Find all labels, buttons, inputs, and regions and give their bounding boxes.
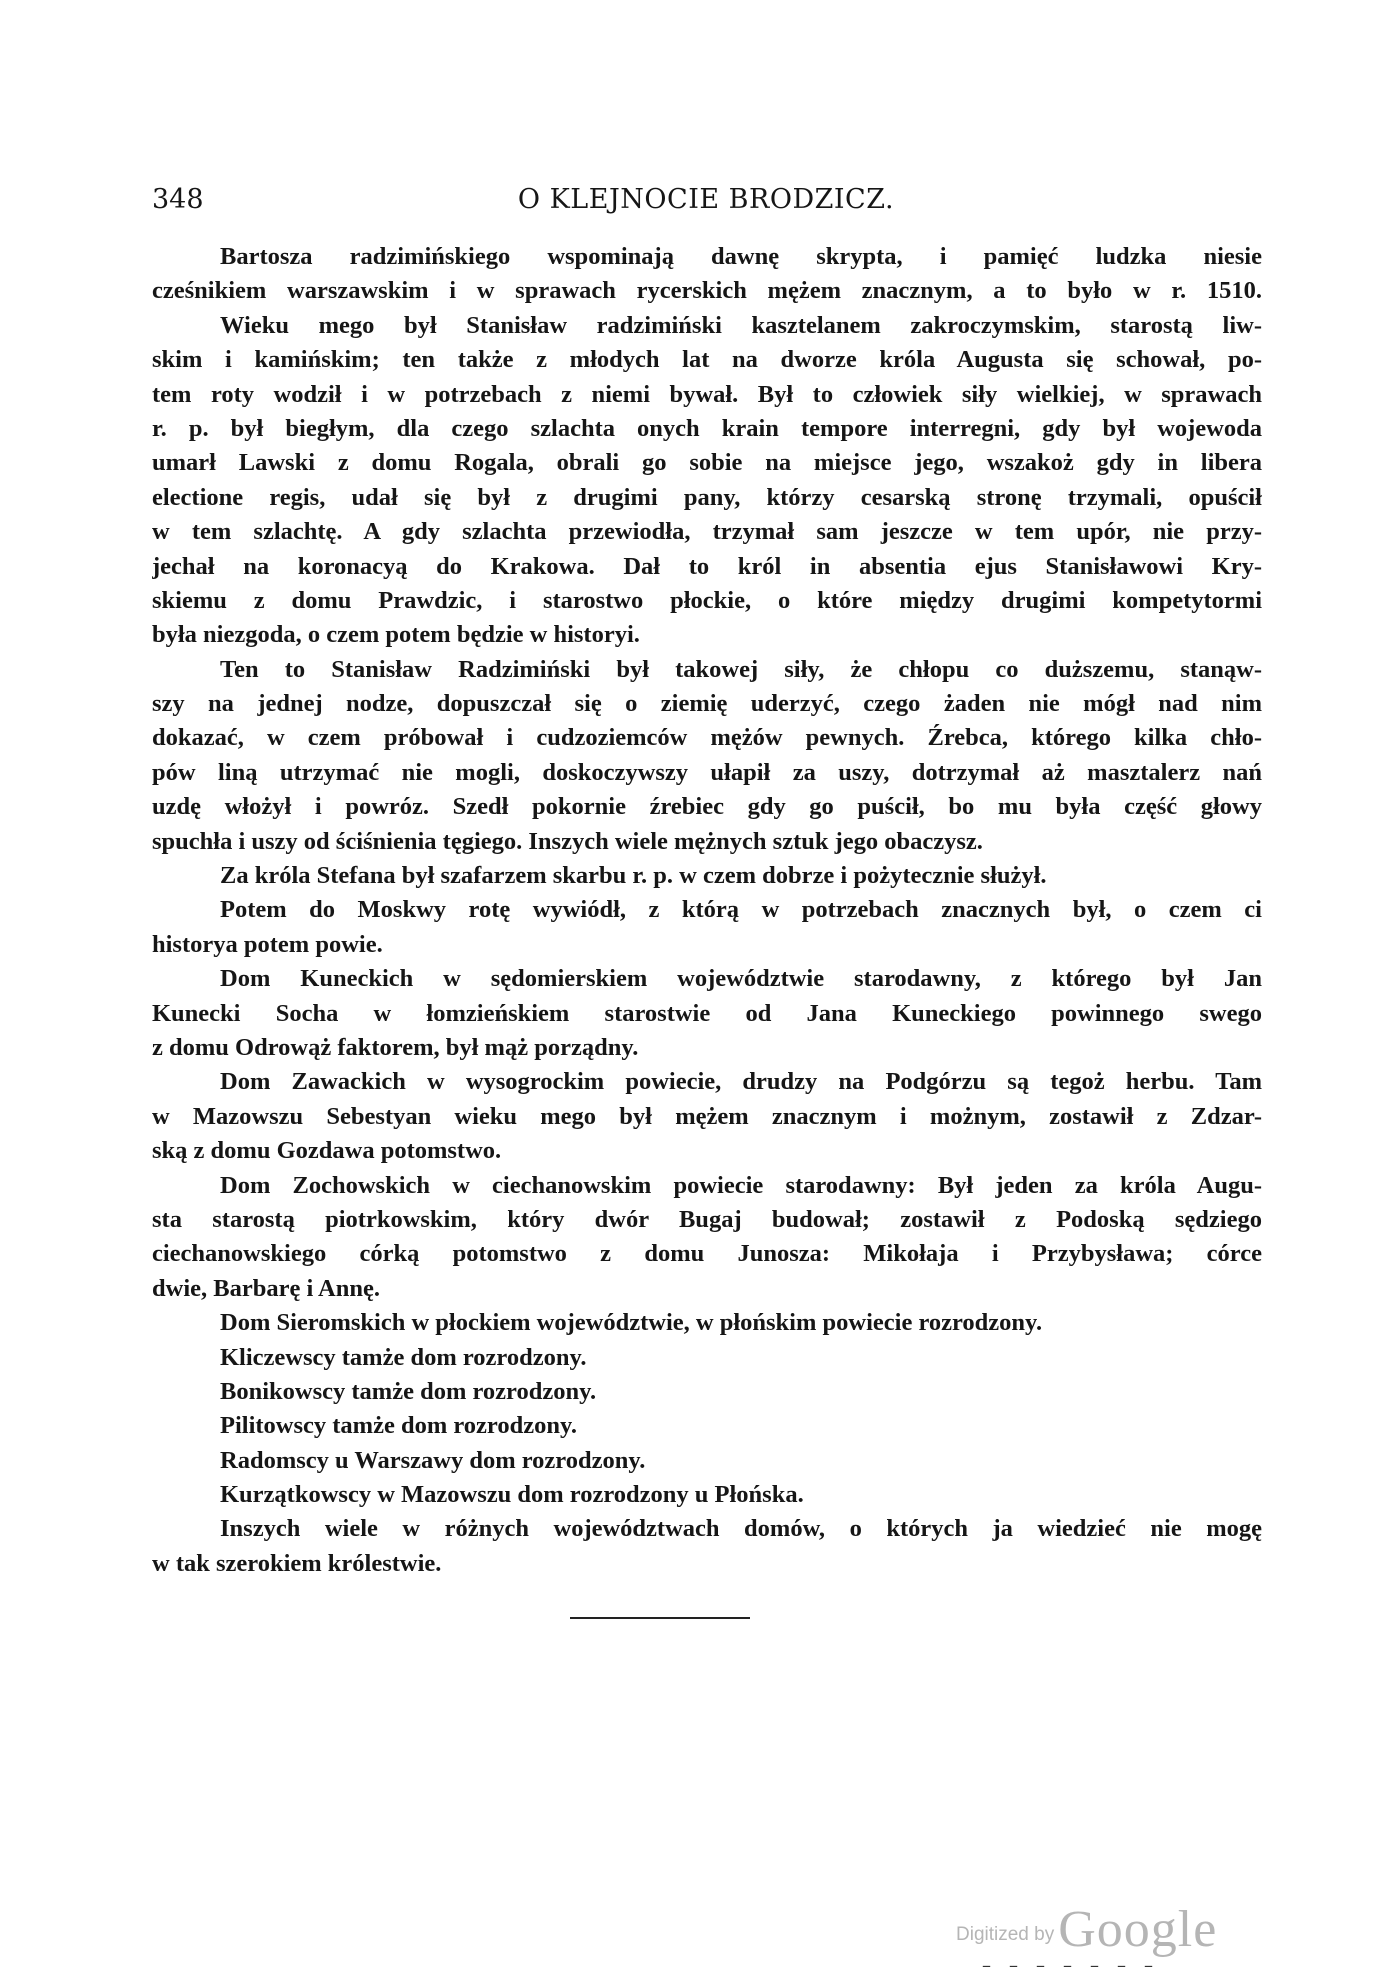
page-number: 348 xyxy=(152,184,204,215)
watermark-prefix: Digitized by xyxy=(956,1924,1055,1945)
text-line: Dom Zawackich w wysogrockim powiecie, drudzy na Podgórzu są tegoż herbu. Tam xyxy=(220,1068,1262,1096)
text-line: electione regis, udał się był z drugimi pany, którzy cesarską stronę trzymali, opuścił xyxy=(152,483,1262,511)
scan-edge-marks: ––––––– xyxy=(982,1955,1171,1976)
text-line: umarł Lawski z domu Rogala, obrali go sobie na miejsce jego, wszakoż gdy in libera xyxy=(152,449,1262,477)
running-title: O KLEJNOCIE BRODZICZ. xyxy=(517,184,895,215)
text-line: Wieku mego był Stanisław radzimiński kasztelanem zakroczymskim, starostą liw- xyxy=(220,311,1262,339)
text-line: Potem do Moskwy rotę wywiódł, z którą w potrzebach znacznych był, o czem ci xyxy=(220,896,1262,924)
text-line: r. p. był biegłym, dla czego szlachta onych krain tempore interregni, gdy był wojewoda xyxy=(152,414,1262,442)
text-line: Inszych wiele w różnych województwach domów, o których ja wiedzieć nie mogę xyxy=(220,1515,1262,1543)
text-line: w tem szlachtę. A gdy szlachta przewiodła, trzymał sam jeszcze w tem upór, nie przy- xyxy=(152,518,1262,546)
text-line: uzdę włożył i powróz. Szedł pokornie źrebiec gdy go puścił, bo mu była część głowy xyxy=(152,793,1262,821)
text-line: Dom Zochowskich w ciechanowskim powiecie starodawny: Był jeden za króla Augu- xyxy=(220,1171,1262,1199)
text-line: Dom Sieromskich w płockiem województwie, w płońskim powiecie rozrodzony. xyxy=(220,1309,1043,1337)
digitized-watermark xyxy=(956,1900,1217,1959)
text-line: spuchła i uszy od ściśnienia tęgiego. Inszych wiele mężnych sztuk jego obaczysz. xyxy=(152,827,983,855)
text-line: jechał na koronacyą do Krakowa. Dał to król in absentia ejus Stanisławowi Kry- xyxy=(152,552,1262,580)
text-line: szy na jednej nodze, dopuszczał się o ziemię uderzyć, czego żaden nie mógł nad nim xyxy=(152,690,1262,718)
text-line: historya potem powie. xyxy=(152,930,383,958)
text-line: w Mazowszu Sebestyan wieku mego był mężem znacznym i możnym, zostawił z Zdzar- xyxy=(152,1102,1262,1130)
text-line: Pilitowscy tamże dom rozrodzony. xyxy=(220,1412,578,1440)
text-line: Ten to Stanisław Radzimiński był takowej siły, że chłopu co duższemu, stanąw- xyxy=(220,655,1262,683)
text-line: Bartosza radzimińskiego wspominają dawnę skrypta, i pamięć ludzka niesie xyxy=(220,243,1262,270)
text-line: skiemu z domu Prawdzic, i starostwo płockie, o które między drugimi kompetytormi xyxy=(152,586,1262,614)
text-line: Bonikowscy tamże dom rozrodzony. xyxy=(220,1377,597,1405)
text-line: z domu Odrowąż faktorem, był mąż porządny. xyxy=(152,1033,639,1061)
text-line: sta starostą piotrkowskim, który dwór Bugaj budował; zostawił z Podoską sędziego xyxy=(152,1205,1262,1233)
text-line: Kunecki Socha w łomzieńskiem starostwie od Jana Kuneckiego powinnego swego xyxy=(152,999,1262,1027)
text-line: Kliczewscy tamże dom rozrodzony. xyxy=(220,1343,587,1371)
text-line: pów liną utrzymać nie mogli, doskoczywszy ułapił za uszy, dotrzymał aż masztalerz nań xyxy=(152,758,1262,786)
text-line: dwie, Barbarę i Annę. xyxy=(152,1274,380,1302)
watermark-logo: Google xyxy=(1058,1901,1218,1958)
text-line: była niezgoda, o czem potem będzie w historyi. xyxy=(152,621,640,649)
end-rule xyxy=(570,1617,750,1619)
text-line: w tak szerokiem królestwie. xyxy=(152,1549,442,1577)
text-line: ciechanowskiego córką potomstwo z domu Junosza: Mikołaja i Przybysława; córce xyxy=(152,1240,1262,1268)
text-line: tem roty wodził i w potrzebach z niemi bywał. Był to człowiek siły wielkiej, w sprawach xyxy=(152,380,1262,408)
text-line: dokazać, w czem próbował i cudzoziemców mężów pewnych. Źrebca, którego kilka chło- xyxy=(152,724,1262,752)
text-line: Za króla Stefana był szafarzem skarbu r. p. w czem dobrze i pożytecznie służył. xyxy=(220,862,1047,890)
body-text xyxy=(152,240,1262,1581)
text-line: Radomscy u Warszawy dom rozrodzony. xyxy=(220,1446,646,1474)
page-header xyxy=(152,184,1260,220)
text-line: skim i kamińskim; ten także z młodych lat na dworze króla Augusta się schował, po- xyxy=(152,346,1262,374)
text-line: Dom Kuneckich w sędomierskiem województwie starodawny, z którego był Jan xyxy=(220,965,1262,993)
text-line: cześnikiem warszawskim i w sprawach rycerskich mężem znacznym, a to było w r. 1510. xyxy=(152,277,1262,305)
text-line: Kurzątkowscy w Mazowszu dom rozrodzony u Płońska. xyxy=(220,1481,804,1509)
text-line: ską z domu Gozdawa potomstwo. xyxy=(152,1137,502,1165)
